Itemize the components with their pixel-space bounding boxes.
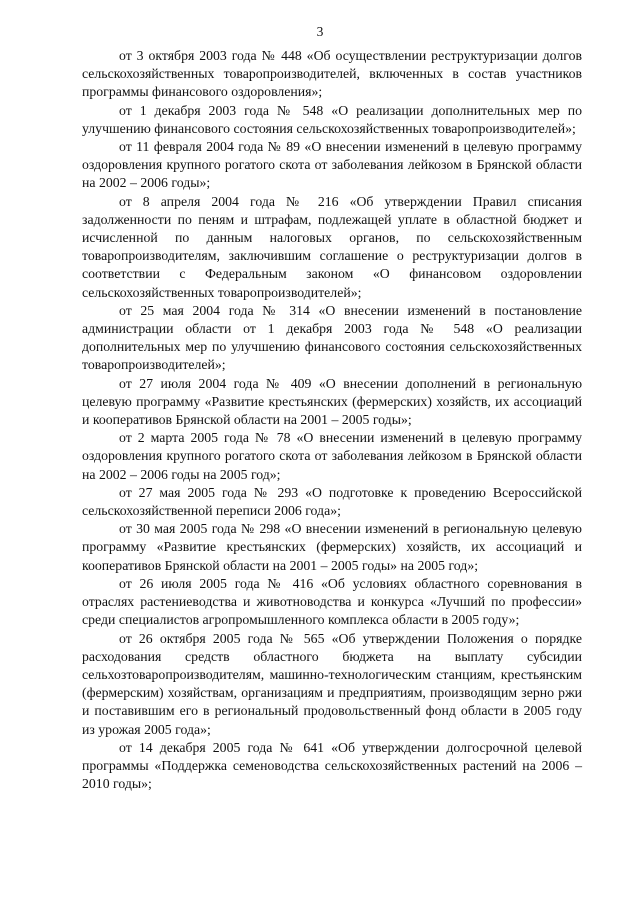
list-item: от 25 мая 2004 года № 314 «О внесении изменений в постановление администрации области от 1 декабря 2003 года № 548 «О реализации дополнительных мер по улучшению финансового состояния сельскохозяйственных товаропроизводителей»; bbox=[82, 302, 582, 373]
list-item: от 27 мая 2005 года № 293 «О подготовке к проведению Всероссийской сельскохозяйственной переписи 2006 года»; bbox=[82, 484, 582, 519]
page-number: 3 bbox=[316, 24, 324, 39]
list-item: от 26 июля 2005 года № 416 «Об условиях областного соревнования в отраслях растениеводства и животноводства и конкурса «Лучший по профессии» среди специалистов агропромышленного комплекса области в 2005 году»; bbox=[82, 575, 582, 628]
document-body bbox=[82, 47, 582, 793]
list-item: от 3 октября 2003 года № 448 «Об осуществлении реструктуризации долгов сельскохозяйственных товаропроизводителей, включенных в состав участников программы финансового оздоровления»; bbox=[82, 48, 582, 100]
list-item: от 30 мая 2005 года № 298 «О внесении изменений в региональную целевую программу «Развитие крестьянских (фермерских) хозяйств, их ассоциаций и кооперативов Брянской области на 2001 – 2005 годы» на 2005 год»; bbox=[82, 521, 582, 573]
list-item: от 8 апреля 2004 года № 216 «Об утверждении Правил списания задолженности по пеням и штрафам, подлежащей уплате в областной бюджет и исчисленной по данным налоговых органов, по сельскохозяйственным товаропроизводителям, заключившим соглашение о реструктуризации долгов в соответствии с Федеральным законом «О финансовом оздоровлении сельскохозяйственных товаропроизводителей»; bbox=[82, 193, 582, 300]
list-item: от 1 декабря 2003 года № 548 «О реализации дополнительных мер по улучшению финансового состояния сельскохозяйственных товаропроизводителей»; bbox=[82, 102, 582, 136]
list-item: от 26 октября 2005 года № 565 «Об утверждении Положения о порядке расходования средств областного бюджета на выплату субсидии сельхозтоваропроизводителям, машинно-технологическим станциям, крестьянским (фермерским) хозяйствам, организациям и предприятиям, производящим зерно ржи и поставившим его в региональный продовольственный фонд области в 2005 году из урожая 2005 года»; bbox=[82, 630, 582, 737]
list-item: от 11 февраля 2004 года № 89 «О внесении изменений в целевую программу оздоровления крупного рогатого скота от заболевания лейкозом в Брянской области на 2002 – 2006 годы»; bbox=[82, 139, 582, 191]
list-item: от 14 декабря 2005 года № 641 «Об утверждении долгосрочной целевой программы «Поддержка семеноводства сельскохозяйственных растений на 2006 – 2010 годы»; bbox=[82, 739, 582, 792]
list-item: от 2 марта 2005 года № 78 «О внесении изменений в целевую программу оздоровления крупного рогатого скота от заболевания лейкозом в Брянской области на 2002 – 2006 годы на 2005 год»; bbox=[82, 430, 582, 482]
list-item: от 27 июля 2004 года № 409 «О внесении дополнений в региональную целевую программу «Развитие крестьянских (фермерских) хозяйств, их ассоциаций и кооперативов Брянской области на 2001 – 2005 годы»; bbox=[82, 375, 582, 428]
